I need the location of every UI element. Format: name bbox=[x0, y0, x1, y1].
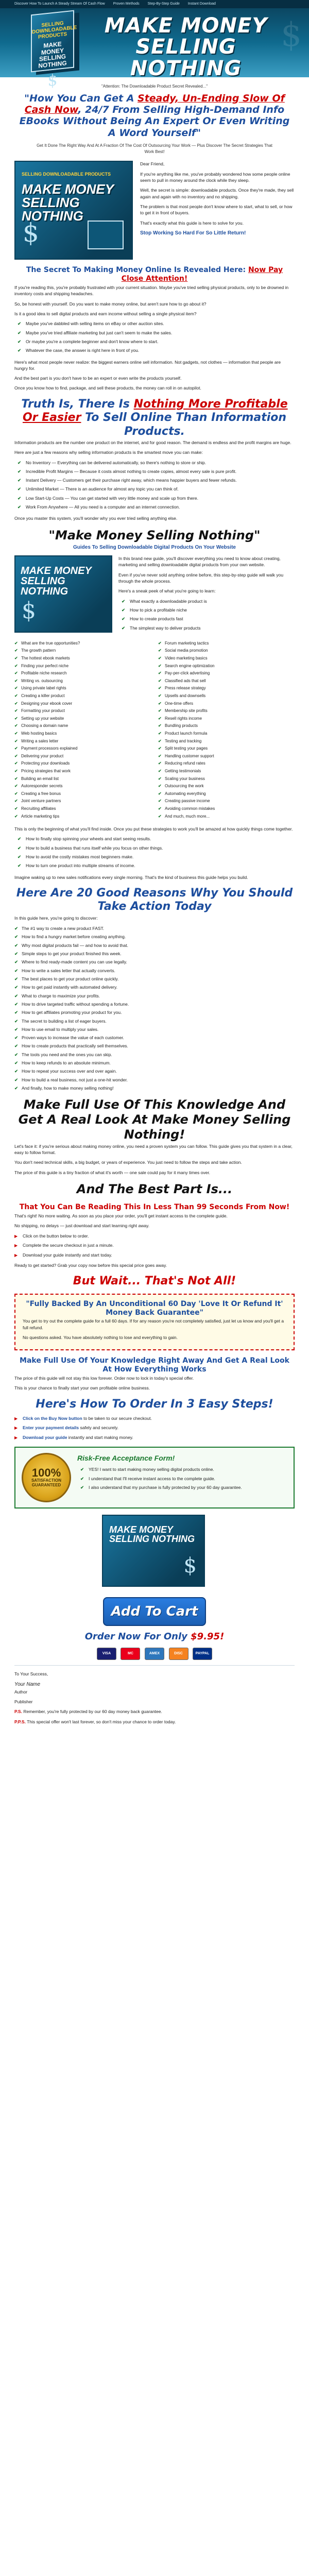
guarantee-callout-heading: "Fully Backed By An Unconditional 60 Day 'Love It Or Refund It' Money Back Guarantee" bbox=[26, 1299, 283, 1317]
product-box-top-text: SELLING DOWNLOADABLE PRODUCTS bbox=[32, 20, 77, 40]
reasons-list bbox=[14, 925, 295, 1091]
amex-icon: AMEX bbox=[145, 1648, 164, 1660]
brand-logo bbox=[91, 15, 281, 79]
postscript bbox=[14, 1719, 295, 1725]
main-headline bbox=[14, 93, 295, 139]
reason-item: ✔ Proven ways to increase the value of each customer. bbox=[14, 1035, 295, 1041]
order-step-title: Download your guide bbox=[23, 1434, 67, 1440]
reason-item: ✔ How to drive targeted traffic without spending a fortune. bbox=[14, 1001, 295, 1007]
section-heading-order-steps: Here's How To Order In 3 Easy Steps! bbox=[36, 1397, 273, 1411]
check-list-item: ✔ Unlimited Market — There is an audience for almost any topic you can think of. bbox=[18, 486, 295, 492]
check-list-item: ✔ How to pick a profitable niche bbox=[122, 607, 295, 613]
section-heading-best-part: And The Best Part Is... bbox=[76, 1181, 233, 1196]
section-heading-product: "Make Money Selling Nothing" bbox=[48, 528, 261, 543]
reason-item: ✔ Simple steps to get your product finished this week. bbox=[14, 951, 295, 957]
feature-list-item: ✔ Bundling products bbox=[158, 723, 295, 729]
intro-paragraph: The problem is that most people don't know where to start, what to sell, or how to get it in front of buyers. bbox=[140, 204, 293, 216]
reason-item: ✔ And finally, how to make money selling nothing! bbox=[14, 1085, 295, 1091]
feature-list-item: ✔ Outsourcing the work bbox=[158, 783, 295, 789]
feature-list-item: ✔ Writing vs. outsourcing bbox=[14, 678, 151, 684]
product-cover-image bbox=[102, 1515, 205, 1587]
brand-line-1: MAKE MONEY bbox=[104, 14, 268, 38]
intro-callout: Stop Working So Hard For So Little Return! bbox=[140, 230, 246, 236]
check-list bbox=[122, 598, 295, 631]
reason-item: ✔ How to get affiliates promoting your product for you. bbox=[14, 1009, 295, 1015]
seal-percent: 100% bbox=[31, 1466, 61, 1480]
quick-step: ▶ Click on the button below to order. bbox=[14, 1233, 295, 1239]
check-list-item: ✔ No Inventory — Everything can be delivered automatically, so there's nothing to store or ship. bbox=[18, 460, 295, 466]
section-heading-knowledge: Make Full Use Of This Knowledge And Get A Real Look At Make Money Selling Nothing! bbox=[18, 1097, 291, 1142]
dollar-icon: $ bbox=[23, 217, 39, 248]
header-topline bbox=[0, 0, 309, 8]
dollar-watermark-icon: $ bbox=[281, 16, 302, 54]
feature-list-item: ✔ And much, much more... bbox=[158, 814, 295, 820]
body-paragraph: Ready to get started? Grab your copy now before this special price goes away. bbox=[14, 1263, 167, 1268]
feature-list-item: ✔ Product launch formula bbox=[158, 731, 295, 737]
price-value: $9.95! bbox=[191, 1631, 225, 1642]
check-list-item: ✔ Incredible Profit Margins — Because it costs almost nothing to create copies, almost every sale is pure profit. bbox=[18, 468, 295, 474]
reason-item: ✔ How to keep refunds to an absolute minimum. bbox=[14, 1060, 295, 1066]
feature-list-item: ✔ Recruiting affiliates bbox=[14, 806, 151, 812]
feature-list-item: ✔ Testing and tracking bbox=[158, 738, 295, 744]
feature-list-item: ✔ Finding your perfect niche bbox=[14, 663, 151, 669]
order-step bbox=[14, 1415, 295, 1421]
check-list-item: ✔ Work From Anywhere — All you need is a computer and an internet connection. bbox=[18, 504, 295, 510]
signoff: To Your Success, bbox=[14, 1671, 48, 1676]
section-subheading-99-seconds: That You Can Be Reading This In Less Than 99 Seconds From Now! bbox=[19, 1202, 290, 1211]
visa-icon: VISA bbox=[97, 1648, 116, 1660]
check-list bbox=[80, 1466, 287, 1490]
body-paragraph: Even if you've never sold anything online before, this step-by-step guide will walk you through the whole process. bbox=[118, 572, 284, 584]
quick-step: ▶ Complete the secure checkout in just a minute. bbox=[14, 1242, 295, 1248]
ps-text: This special offer won't last forever, so don't miss your chance to order today. bbox=[25, 1719, 176, 1724]
check-list-item: ✔ I understand that I'll receive instant access to the complete guide. bbox=[80, 1476, 287, 1482]
check-list bbox=[18, 460, 295, 511]
section-heading-secret bbox=[14, 266, 295, 283]
body-paragraph: Imagine waking up to new sales notifications every single morning. That's the kind of business this guide helps you build. bbox=[14, 874, 248, 880]
feature-list-item: ✔ Profitable niche research bbox=[14, 670, 151, 676]
feature-list-item: ✔ Handling customer support bbox=[158, 753, 295, 759]
check-list-item: ✔ Maybe you've tried affiliate marketing but just can't seem to make the sales. bbox=[18, 330, 295, 336]
reason-item: ✔ How to write a sales letter that actually converts. bbox=[14, 968, 295, 974]
heading-highlight: Now Pay Close Attention! bbox=[121, 266, 283, 283]
check-list-item: ✔ How to build a business that runs itself while you focus on other things. bbox=[18, 845, 295, 851]
intro-paragraph: If you're anything like me, you've probably wondered how some people online seem to pull in money around the clock while they sleep. bbox=[140, 171, 290, 183]
check-list-item: ✔ Instant Delivery — Customers get their purchase right away, which means happier buyers and fewer refunds. bbox=[18, 477, 295, 483]
body-paragraph: That's right! No more waiting. As soon as you place your order, you'll get instant access to the complete guide. bbox=[14, 1213, 228, 1218]
topline-item: Proven Methods bbox=[113, 2, 140, 6]
feature-list-item: ✔ Article marketing tips bbox=[14, 814, 151, 820]
acceptance-form bbox=[14, 1447, 295, 1509]
reason-item: ✔ The #1 way to create a new product FAST. bbox=[14, 925, 295, 931]
signature: Your Name bbox=[14, 1682, 41, 1688]
body-paragraph: This is your chance to finally start your own profitable online business. bbox=[14, 1385, 150, 1391]
feature-list-item: ✔ Writing a sales letter bbox=[14, 738, 151, 744]
feature-list-item: ✔ Delivering your product bbox=[14, 753, 151, 759]
feature-list-item: ✔ Reducing refund rates bbox=[158, 760, 295, 767]
feature-list-item: ✔ Using private label rights bbox=[14, 685, 151, 691]
feature-list-item: ✔ Search engine optimization bbox=[158, 663, 295, 669]
quick-steps bbox=[14, 1233, 295, 1258]
body-paragraph: Information products are the number one product on the internet, and for good reason. The demand is endless and the profit margins are huge. bbox=[14, 439, 291, 445]
feature-list-item: ✔ What are the true opportunities? bbox=[14, 640, 151, 647]
check-list-item: ✔ How to create products fast bbox=[122, 616, 295, 622]
feature-list-item: ✔ Choosing a domain name bbox=[14, 723, 151, 729]
dollar-icon: $ bbox=[22, 598, 36, 624]
check-list-item: ✔ How to avoid the costly mistakes most beginners make. bbox=[18, 854, 295, 860]
intro-paragraph: Dear Friend, bbox=[140, 161, 165, 167]
body-paragraph: No questions asked. You have absolutely nothing to lose and everything to gain. bbox=[23, 1335, 178, 1341]
product-intro-text bbox=[118, 555, 295, 636]
feature-list-item: ✔ Press release strategy bbox=[158, 685, 295, 691]
body-paragraph: Once you master this system, you'll wonder why you ever tried selling anything else. bbox=[14, 516, 178, 521]
check-list-item: ✔ I also understand that my purchase is fully protected by your 60 day guarantee. bbox=[80, 1484, 287, 1490]
check-list-item: ✔ Low Start-Up Costs — You can get started with very little money and scale up from there. bbox=[18, 495, 295, 501]
feature-list-item: ✔ Designing your ebook cover bbox=[14, 701, 151, 707]
reason-item: ✔ How to create products that practically sell themselves. bbox=[14, 1043, 295, 1049]
check-list-item: ✔ Or maybe you're a complete beginner and don't know where to start. bbox=[18, 338, 295, 345]
ps-label: P.P.S. bbox=[14, 1719, 26, 1724]
check-list-item: ✔ What exactly a downloadable product is bbox=[122, 598, 295, 604]
feature-list bbox=[14, 640, 295, 821]
reason-item: ✔ Where to find ready-made content you can use legally. bbox=[14, 959, 295, 965]
topline-item: Instant Download bbox=[187, 2, 216, 6]
heading-text: Truth Is, There Is bbox=[21, 397, 134, 411]
guarantee-seal-icon bbox=[22, 1453, 71, 1502]
add-to-cart-button[interactable]: Add To Cart bbox=[103, 1597, 206, 1626]
product-cover-image bbox=[14, 555, 112, 633]
cover-title: MAKE MONEY SELLING NOTHING bbox=[21, 565, 92, 598]
feature-list-item: ✔ Split testing your pages bbox=[158, 745, 295, 752]
reason-item: ✔ Why most digital products fail — and how to avoid that. bbox=[14, 942, 295, 948]
feature-list-item: ✔ Autoresponder secrets bbox=[14, 783, 151, 789]
preheadline: "Attention: The Downloadable Product Secret Revealed..." bbox=[101, 84, 208, 89]
laptop-icon bbox=[88, 221, 124, 249]
body-paragraph: No shipping, no delays — just download and start learning right away. bbox=[14, 1223, 150, 1228]
ps-label: P.S. bbox=[14, 1709, 22, 1715]
dollar-icon: $ bbox=[183, 1553, 197, 1578]
feature-list-item: ✔ Pricing strategies that work bbox=[14, 768, 151, 774]
body-paragraph: So, be honest with yourself. Do you want to make money online, but aren't sure how to go about it? bbox=[14, 301, 207, 307]
headline-highlight: Steady, Un-Ending Slow Of Cash Now bbox=[24, 92, 285, 115]
order-step-title: Click on the Buy Now button bbox=[23, 1415, 82, 1421]
reason-item: ✔ The secret to building a list of eager buyers. bbox=[14, 1018, 295, 1024]
intro-paragraph: Well, the secret is simple: downloadable products. Once they're made, they sell again and again with no inventory and no shipping. bbox=[140, 188, 294, 199]
feature-list-item: ✔ Web hosting basics bbox=[14, 731, 151, 737]
feature-list-item: ✔ Setting up your website bbox=[14, 716, 151, 722]
feature-list-item: ✔ The growth pattern bbox=[14, 648, 151, 654]
body-paragraph: And the best part is you don't have to be an expert or even write the products yourself. bbox=[14, 376, 182, 381]
body-paragraph: In this brand new guide, you'll discover everything you need to know about creating, marketing and selling downloadable digital products from your own website. bbox=[118, 556, 281, 568]
signature-line: Author bbox=[14, 1689, 28, 1694]
feature-list-item: ✔ The hottest ebook markets bbox=[14, 655, 151, 662]
feature-list-item: ✔ Avoiding common mistakes bbox=[158, 806, 295, 812]
feature-list-item: ✔ Creating passive income bbox=[158, 798, 295, 804]
quick-step: ▶ Download your guide instantly and start today. bbox=[14, 1252, 295, 1258]
heading-text: The Secret To Making Money Online Is Revealed Here: bbox=[26, 266, 248, 275]
check-list-item: ✔ Whatever the case, the answer is right here in front of you. bbox=[18, 347, 295, 353]
reason-item: ✔ How to use email to multiply your sales. bbox=[14, 1026, 295, 1032]
section-subheading: Guides To Selling Downloadable Digital Products On Your Website bbox=[73, 544, 236, 550]
price-line bbox=[14, 1630, 295, 1643]
feature-list-item: ✔ Payment processors explained bbox=[14, 745, 151, 752]
heading-text: To Sell Online Than Information Products. bbox=[81, 411, 287, 438]
body-paragraph: Once you know how to find, package, and sell these products, the money can roll in on autopilot. bbox=[14, 385, 201, 391]
feature-list-item: ✔ Pay-per-click advertising bbox=[158, 670, 295, 676]
feature-list-item: ✔ Formatting your product bbox=[14, 708, 151, 714]
reason-item: ✔ How to get paid instantly with automated delivery. bbox=[14, 984, 295, 990]
feature-list-item: ✔ Getting testimonials bbox=[158, 768, 295, 774]
feature-list-item: ✔ Creating a killer product bbox=[14, 693, 151, 699]
seal-text: SATISFACTION GUARANTEED bbox=[31, 1478, 62, 1487]
acceptance-form-text bbox=[77, 1453, 287, 1502]
price-label: Order Now For Only bbox=[84, 1631, 191, 1642]
cover-title: MAKE MONEY SELLING NOTHING bbox=[109, 1524, 195, 1544]
cover-title: MAKE MONEY SELLING NOTHING bbox=[22, 181, 114, 224]
feature-list-item: ✔ Creating a free bonus bbox=[14, 791, 151, 797]
reason-item: ✔ How to build a real business, not just a one-hit wonder. bbox=[14, 1077, 295, 1083]
body-paragraph: Here's what most people never realize: the biggest earners online sell information. Not gadgets, not clothes — information that people are hungry for. bbox=[14, 359, 281, 371]
feature-list-item: ✔ Forum marketing tactics bbox=[158, 640, 295, 647]
feature-list-item: ✔ Video marketing basics bbox=[158, 655, 295, 662]
feature-list-item: ✔ Social media promotion bbox=[158, 648, 295, 654]
signature-line: Publisher bbox=[14, 1699, 33, 1705]
order-step bbox=[14, 1425, 295, 1431]
body-paragraph: You get to try out the complete guide for a full 60 days. If for any reason you're not completely satisfied, just let us know and you'll get a full refund. bbox=[23, 1318, 284, 1330]
dollar-icon: $ bbox=[47, 71, 58, 91]
section-heading-but-wait: But Wait... That's Not All! bbox=[73, 1275, 236, 1288]
feature-list-item: ✔ Joint venture partners bbox=[14, 798, 151, 804]
reason-item: ✔ How to find a hungry market before creating anything. bbox=[14, 934, 295, 940]
section-heading-make-full-use: Make Full Use Of Your Knowledge Right Away And Get A Real Look At How Everything Works bbox=[20, 1357, 289, 1374]
check-list-item: ✔ The simplest way to deliver products bbox=[122, 625, 295, 631]
check-list-item: ✔ How to finally stop spinning your wheels and start seeing results. bbox=[18, 836, 295, 842]
check-list bbox=[18, 836, 295, 869]
body-paragraph: This is only the beginning of what you'll find inside. Once you put these strategies to work you'll be amazed at how quickly things come together. bbox=[14, 826, 293, 832]
feature-list-item: ✔ Scaling your business bbox=[158, 776, 295, 782]
order-step bbox=[14, 1434, 295, 1440]
body-paragraph: The price of this guide is a tiny fraction of what it's worth — one sale could pay for it many times over. bbox=[14, 1170, 211, 1175]
body-paragraph: Here are just a few reasons why selling information products is the smartest move you can make: bbox=[14, 450, 203, 455]
reason-item: ✔ The tools you need and the ones you can skip. bbox=[14, 1052, 295, 1058]
section-heading-truth bbox=[14, 398, 295, 438]
order-step-text: to be taken to our secure checkout. bbox=[83, 1415, 152, 1421]
feature-list-item: ✔ Upsells and downsells bbox=[158, 693, 295, 699]
heading-highlight: Nothing More Profitable Or Easier bbox=[22, 397, 288, 425]
paypal-icon: PAYPAL bbox=[193, 1648, 212, 1660]
body-paragraph: Let's face it: if you're serious about making money online, you need a proven system you can follow. This guide gives you that system in a clear, easy to follow format. bbox=[14, 1143, 293, 1156]
product-box-image bbox=[31, 10, 77, 91]
guarantee-callout bbox=[14, 1294, 295, 1351]
order-step-text: instantly and start making money. bbox=[68, 1434, 133, 1440]
payment-cards bbox=[14, 1648, 295, 1660]
body-paragraph: The price of this guide will not stay this low forever. Order now to lock in today's special offer. bbox=[14, 1375, 194, 1381]
intro-row bbox=[14, 161, 295, 260]
body-paragraph: Here's a sneak peek of what you're going to learn: bbox=[118, 588, 216, 594]
reason-item: ✔ The best places to get your product online quickly. bbox=[14, 976, 295, 982]
section-heading-reasons: Here Are 20 Good Reasons Why You Should Take Action Today bbox=[16, 886, 293, 913]
body-paragraph: If you're reading this, you're probably frustrated with your current situation. Maybe you've tried selling physical products, only to be drowned in inventory costs and shipping headaches. bbox=[14, 285, 289, 297]
feature-list-item: ✔ Resell rights income bbox=[158, 716, 295, 722]
check-list-item: ✔ YES! I want to start making money selling digital products online. bbox=[80, 1466, 287, 1472]
main-content bbox=[0, 77, 309, 1725]
body-paragraph: In this guide here, you're going to discover: bbox=[14, 915, 98, 921]
check-list-item: ✔ How to turn one product into multiple streams of income. bbox=[18, 862, 295, 869]
topline-item: Step-By-Step Guide bbox=[147, 2, 180, 6]
cover-kicker: SELLING DOWNLOADABLE PRODUCTS bbox=[22, 172, 111, 177]
check-list-item: ✔ Maybe you've dabbled with selling items on eBay or other auction sites. bbox=[18, 320, 295, 327]
topline-item: Discover How To Launch A Steady Stream Of Cash Flow bbox=[14, 2, 105, 6]
discover-icon: DISC bbox=[169, 1648, 188, 1660]
body-paragraph: You don't need technical skills, a big budget, or years of experience. You just need to follow the steps and take action. bbox=[14, 1160, 242, 1165]
reason-item: ✔ How to repeat your success over and over again. bbox=[14, 1068, 295, 1074]
order-steps bbox=[14, 1415, 295, 1440]
product-intro-row bbox=[14, 555, 295, 636]
feature-list-item: ✔ Membership site profits bbox=[158, 708, 295, 714]
feature-list-item: ✔ Classified ads that sell bbox=[158, 678, 295, 684]
headline-part-2: , 24/7 From Selling High-Demand Info EBooks Without Being An Expert Or Even Writing A Word Yourself" bbox=[19, 104, 290, 139]
product-box-title: MAKE MONEY SELLING NOTHING bbox=[38, 40, 67, 70]
body-paragraph: Is it a good idea to sell digital products and earn income without selling a single physical item? bbox=[14, 311, 197, 316]
ps-text: Remember, you're fully protected by our 60 day money back guarantee. bbox=[22, 1709, 162, 1715]
reason-item: ✔ What to charge to maximize your profits. bbox=[14, 993, 295, 999]
divider bbox=[14, 1665, 295, 1666]
feature-list-item: ✔ Protecting your downloads bbox=[14, 760, 151, 767]
intro-paragraph: That's exactly what this guide is here to solve for you. bbox=[140, 220, 244, 226]
brand-line-2: SELLING NOTHING bbox=[130, 35, 242, 80]
order-product-area bbox=[14, 1515, 295, 1592]
feature-list-item: ✔ One-time offers bbox=[158, 701, 295, 707]
subheadline: Get It Done The Right Way And At A Fraction Of The Cost Of Outsourcing Your Work — Plus Discover The Secret Strategies That Work Best! bbox=[37, 143, 272, 154]
feature-list-item: ✔ Building an email list bbox=[14, 776, 151, 782]
headline-part-1: "How You Can Get A bbox=[24, 92, 138, 104]
mastercard-icon: MC bbox=[121, 1648, 140, 1660]
feature-list-item: ✔ Automating everything bbox=[158, 791, 295, 797]
intro-text bbox=[140, 161, 295, 260]
acceptance-form-heading: Risk-Free Acceptance Form! bbox=[77, 1453, 175, 1462]
postscript bbox=[14, 1708, 295, 1715]
order-step-text: safely and securely. bbox=[80, 1425, 118, 1431]
order-step-title: Enter your payment details bbox=[23, 1425, 79, 1431]
check-list bbox=[18, 320, 295, 353]
product-cover-image bbox=[14, 161, 133, 260]
